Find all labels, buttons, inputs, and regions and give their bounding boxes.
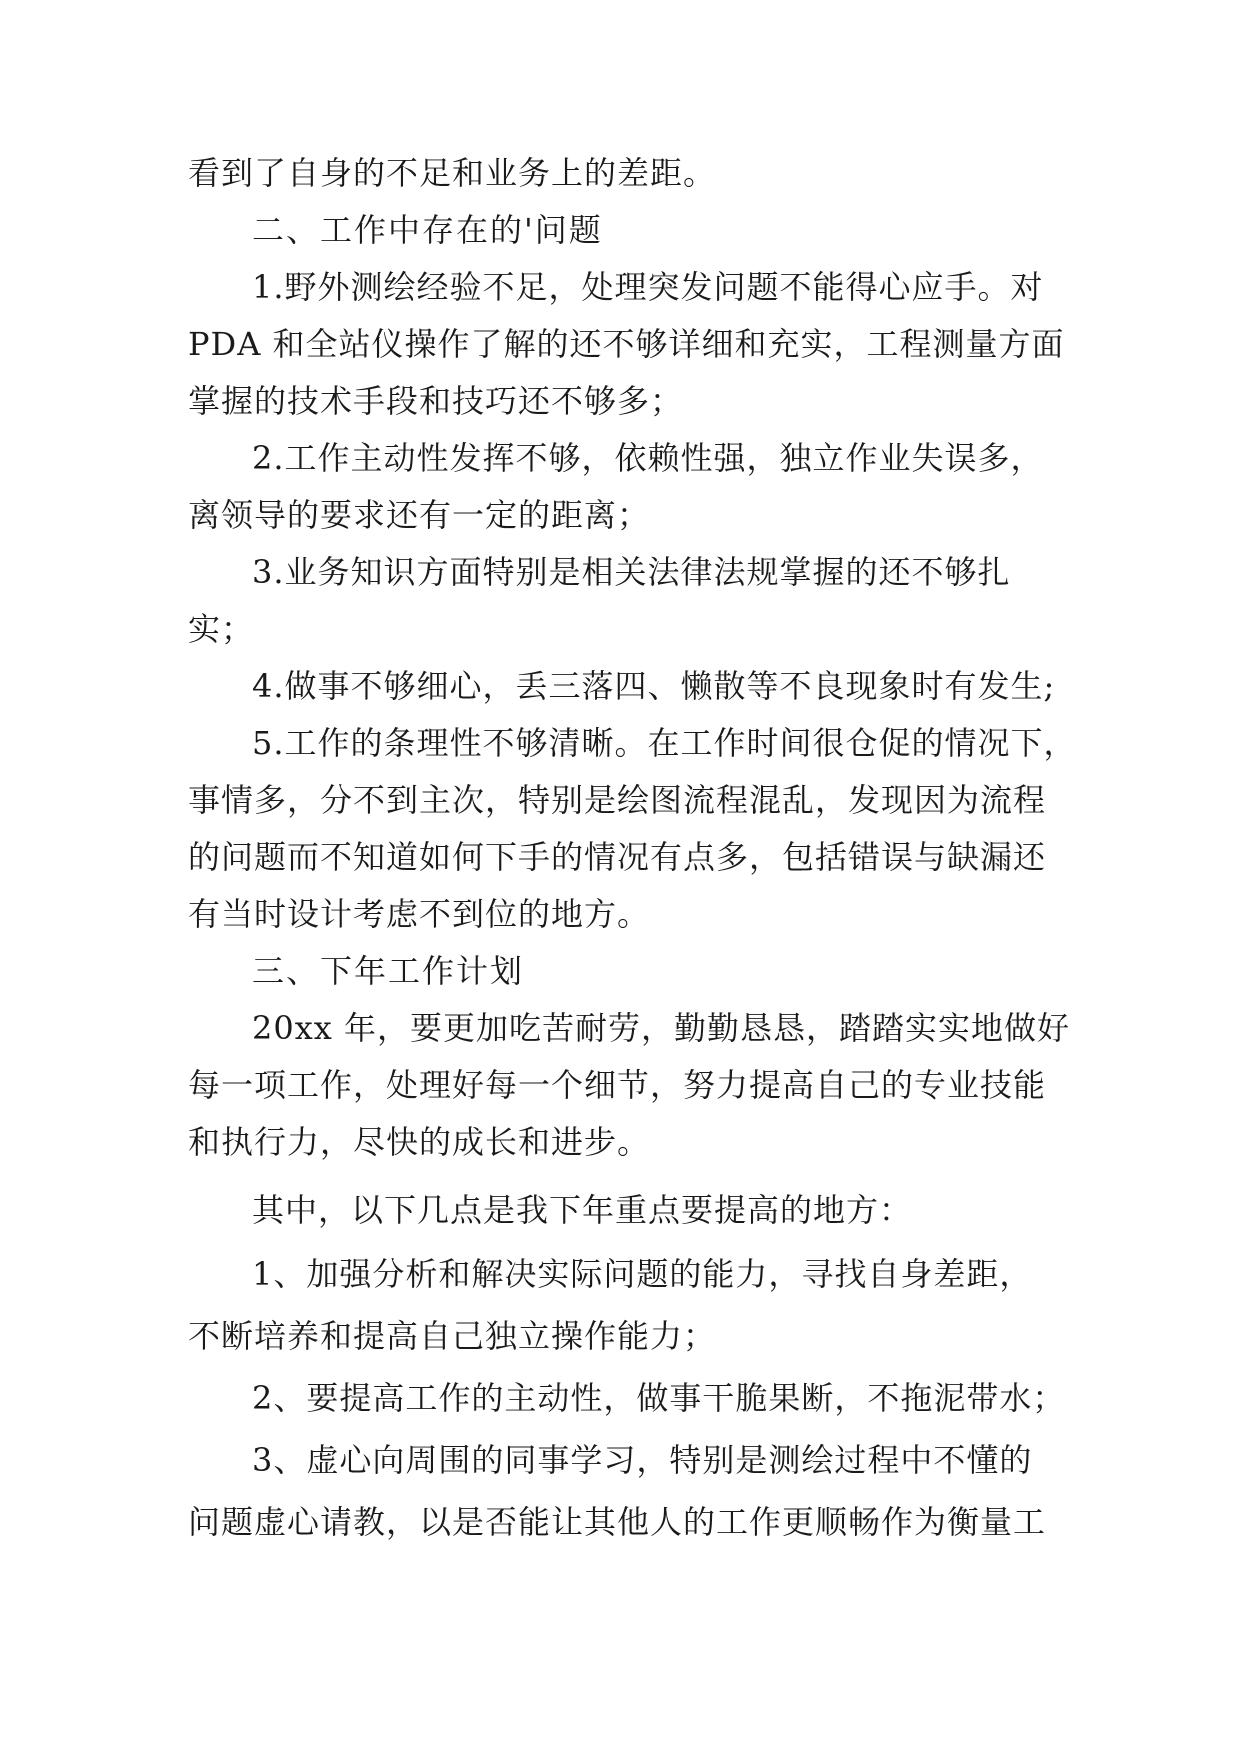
text-line: 2.工作主动性发挥不够，依赖性强，独立作业失误多， [252,439,1044,477]
text-line: 看到了自身的不足和业务上的差距。 [188,154,717,192]
text-line: 3、虚心向周围的同事学习，特别是测绘过程中不懂的 [252,1441,1033,1479]
text-line: 有当时设计考虑不到位的地方。 [188,895,651,933]
text-line: 1.野外测绘经验不足，处理突发问题不能得心应手。对 [252,268,1044,306]
text-line: 实； [188,610,255,648]
text-line: 问题虚心请教，以是否能让其他人的工作更顺畅作为衡量工 [188,1503,1047,1541]
text-line: 掌握的技术手段和技巧还不够多； [188,382,684,420]
text-line: 不断培养和提高自己独立操作能力； [188,1317,717,1355]
text-line: 1、加强分析和解决实际问题的能力，寻找自身差距， [252,1255,1033,1293]
text-line: 4.做事不够细心，丢三落四、懒散等不良现象时有发生; [252,667,1056,705]
text-line: 3.业务知识方面特别是相关法律法规掌握的还不够扎 [252,553,1011,591]
text-line: 2、要提高工作的主动性，做事干脆果断，不拖泥带水； [252,1379,1066,1417]
text-line: 20xx 年，要更加吃苦耐劳，勤勤恳恳，踏踏实实地做好 [252,1009,1070,1047]
text-line: 的问题而不知道如何下手的情况有点多，包括错误与缺漏还 [188,838,1047,876]
text-line: 其中，以下几点是我下年重点要提高的地方： [252,1191,913,1229]
section-heading: 三、下年工作计划 [252,952,525,990]
section-heading: 二、工作中存在的'问题 [252,211,603,249]
text-line: 和执行力，尽快的成长和进步。 [188,1123,651,1161]
text-line: 离领导的要求还有一定的距离； [188,496,651,534]
text-line: PDA 和全站仪操作了解的还不够详细和充实，工程测量方面 [188,325,1065,363]
text-line: 事情多，分不到主次，特别是绘图流程混乱，发现因为流程 [188,781,1047,819]
text-line: 每一项工作，处理好每一个细节，努力提高自己的专业技能 [188,1066,1047,1104]
text-line: 5.工作的条理性不够清晰。在工作时间很仓促的情况下， [252,724,1077,762]
